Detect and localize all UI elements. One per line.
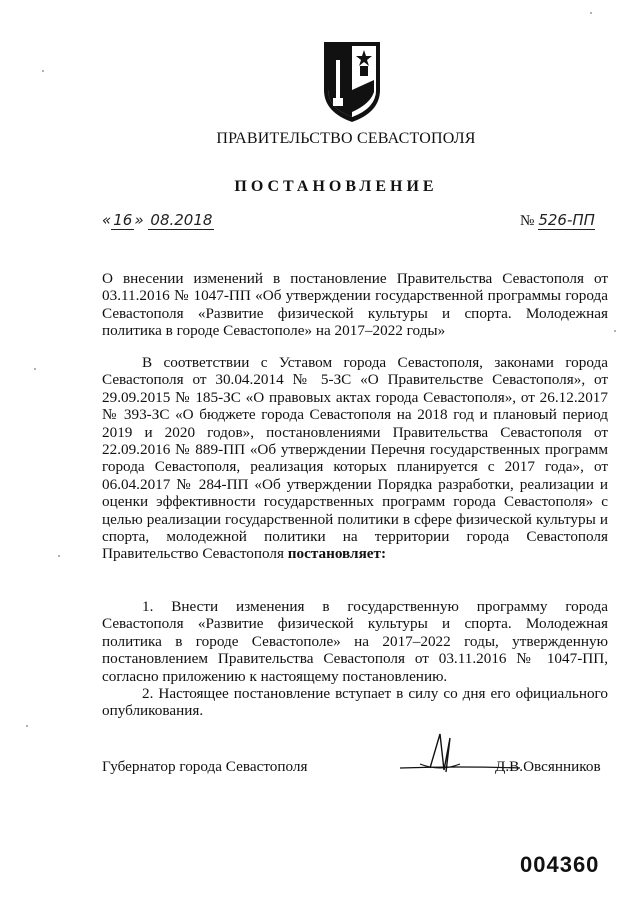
- decree-number: № 526-ПП: [520, 211, 595, 229]
- clause-1: 1. Внести изменения в государственную программу города Севастополя «Развитие физической культуры и спорта. Молодежная политика в городе Севастополе» на 2017–2022 годы, утвержденную постановлением Правительства Севастополя от 03.11.2016 № 1047-ПП, согласно приложению к настоящему постановлению.: [102, 598, 608, 685]
- resolves-word: постановляет:: [287, 545, 387, 563]
- scan-speck: [42, 70, 44, 72]
- preamble-text: В соответствии с Уставом города Севастополя, законами города Севастополя от 30.04.2014 № 5-ЗС «О Правительстве Севастополя», от 29.09.2015 № 185-ЗС «О правовых актах города Севастополя», от 26.12.2017 № 393-ЗС «О бюджете города Севастополя на 2018 год и плановый период 2019 и 2020 годов», постановлениями Правительства Севастополя от 22.09.2016 № 889-ПП «Об утверждении Перечня государственных программ города Севастополя, реализация которых планируется с 2017 года», от 06.04.2017 № 284-ПП «Об утверждении Порядка разработки, реализации и оценки эффективности государственных программ города Севастополя» с целью реализации государственной политики в сфере физической культуры и спорта, молодежной политики на территории города Севастополя Правительство Севастополя: [102, 354, 608, 563]
- scan-speck: [58, 555, 60, 557]
- decree-subject: О внесении изменений в постановление Правительства Севастополя от 03.11.2016 № 1047-ПП «Об утверждении государственной программы города Севастополя «Развитие физической культуры и спорта. Молодежная политика в городе Севастополе» на 2017–2022 годы»: [102, 270, 608, 340]
- preamble: [102, 354, 608, 563]
- scan-speck: [34, 368, 36, 370]
- decree-date: « 16 » 08.2018: [102, 211, 213, 229]
- date-day: 16: [113, 211, 133, 229]
- date-month-year: 08.2018: [150, 211, 213, 229]
- document-type-title: ПОСТАНОВЛЕНИЕ: [234, 178, 438, 195]
- signatory-position: Губернатор города Севастополя: [102, 758, 308, 775]
- authority-title: ПРАВИТЕЛЬСТВО СЕВАСТОПОЛЯ: [216, 130, 476, 147]
- clause-2: 2. Настоящее постановление вступает в силу со дня его официального опубликования.: [102, 685, 608, 720]
- signer-name: Д.В.Овсянников: [495, 758, 601, 775]
- decree-number-value: 526-ПП: [538, 211, 595, 229]
- scan-speck: [26, 725, 28, 727]
- scan-speck: [590, 12, 592, 14]
- scan-speck: [614, 330, 616, 332]
- coat-of-arms-icon: [322, 40, 382, 124]
- registration-number: 004360: [520, 852, 600, 877]
